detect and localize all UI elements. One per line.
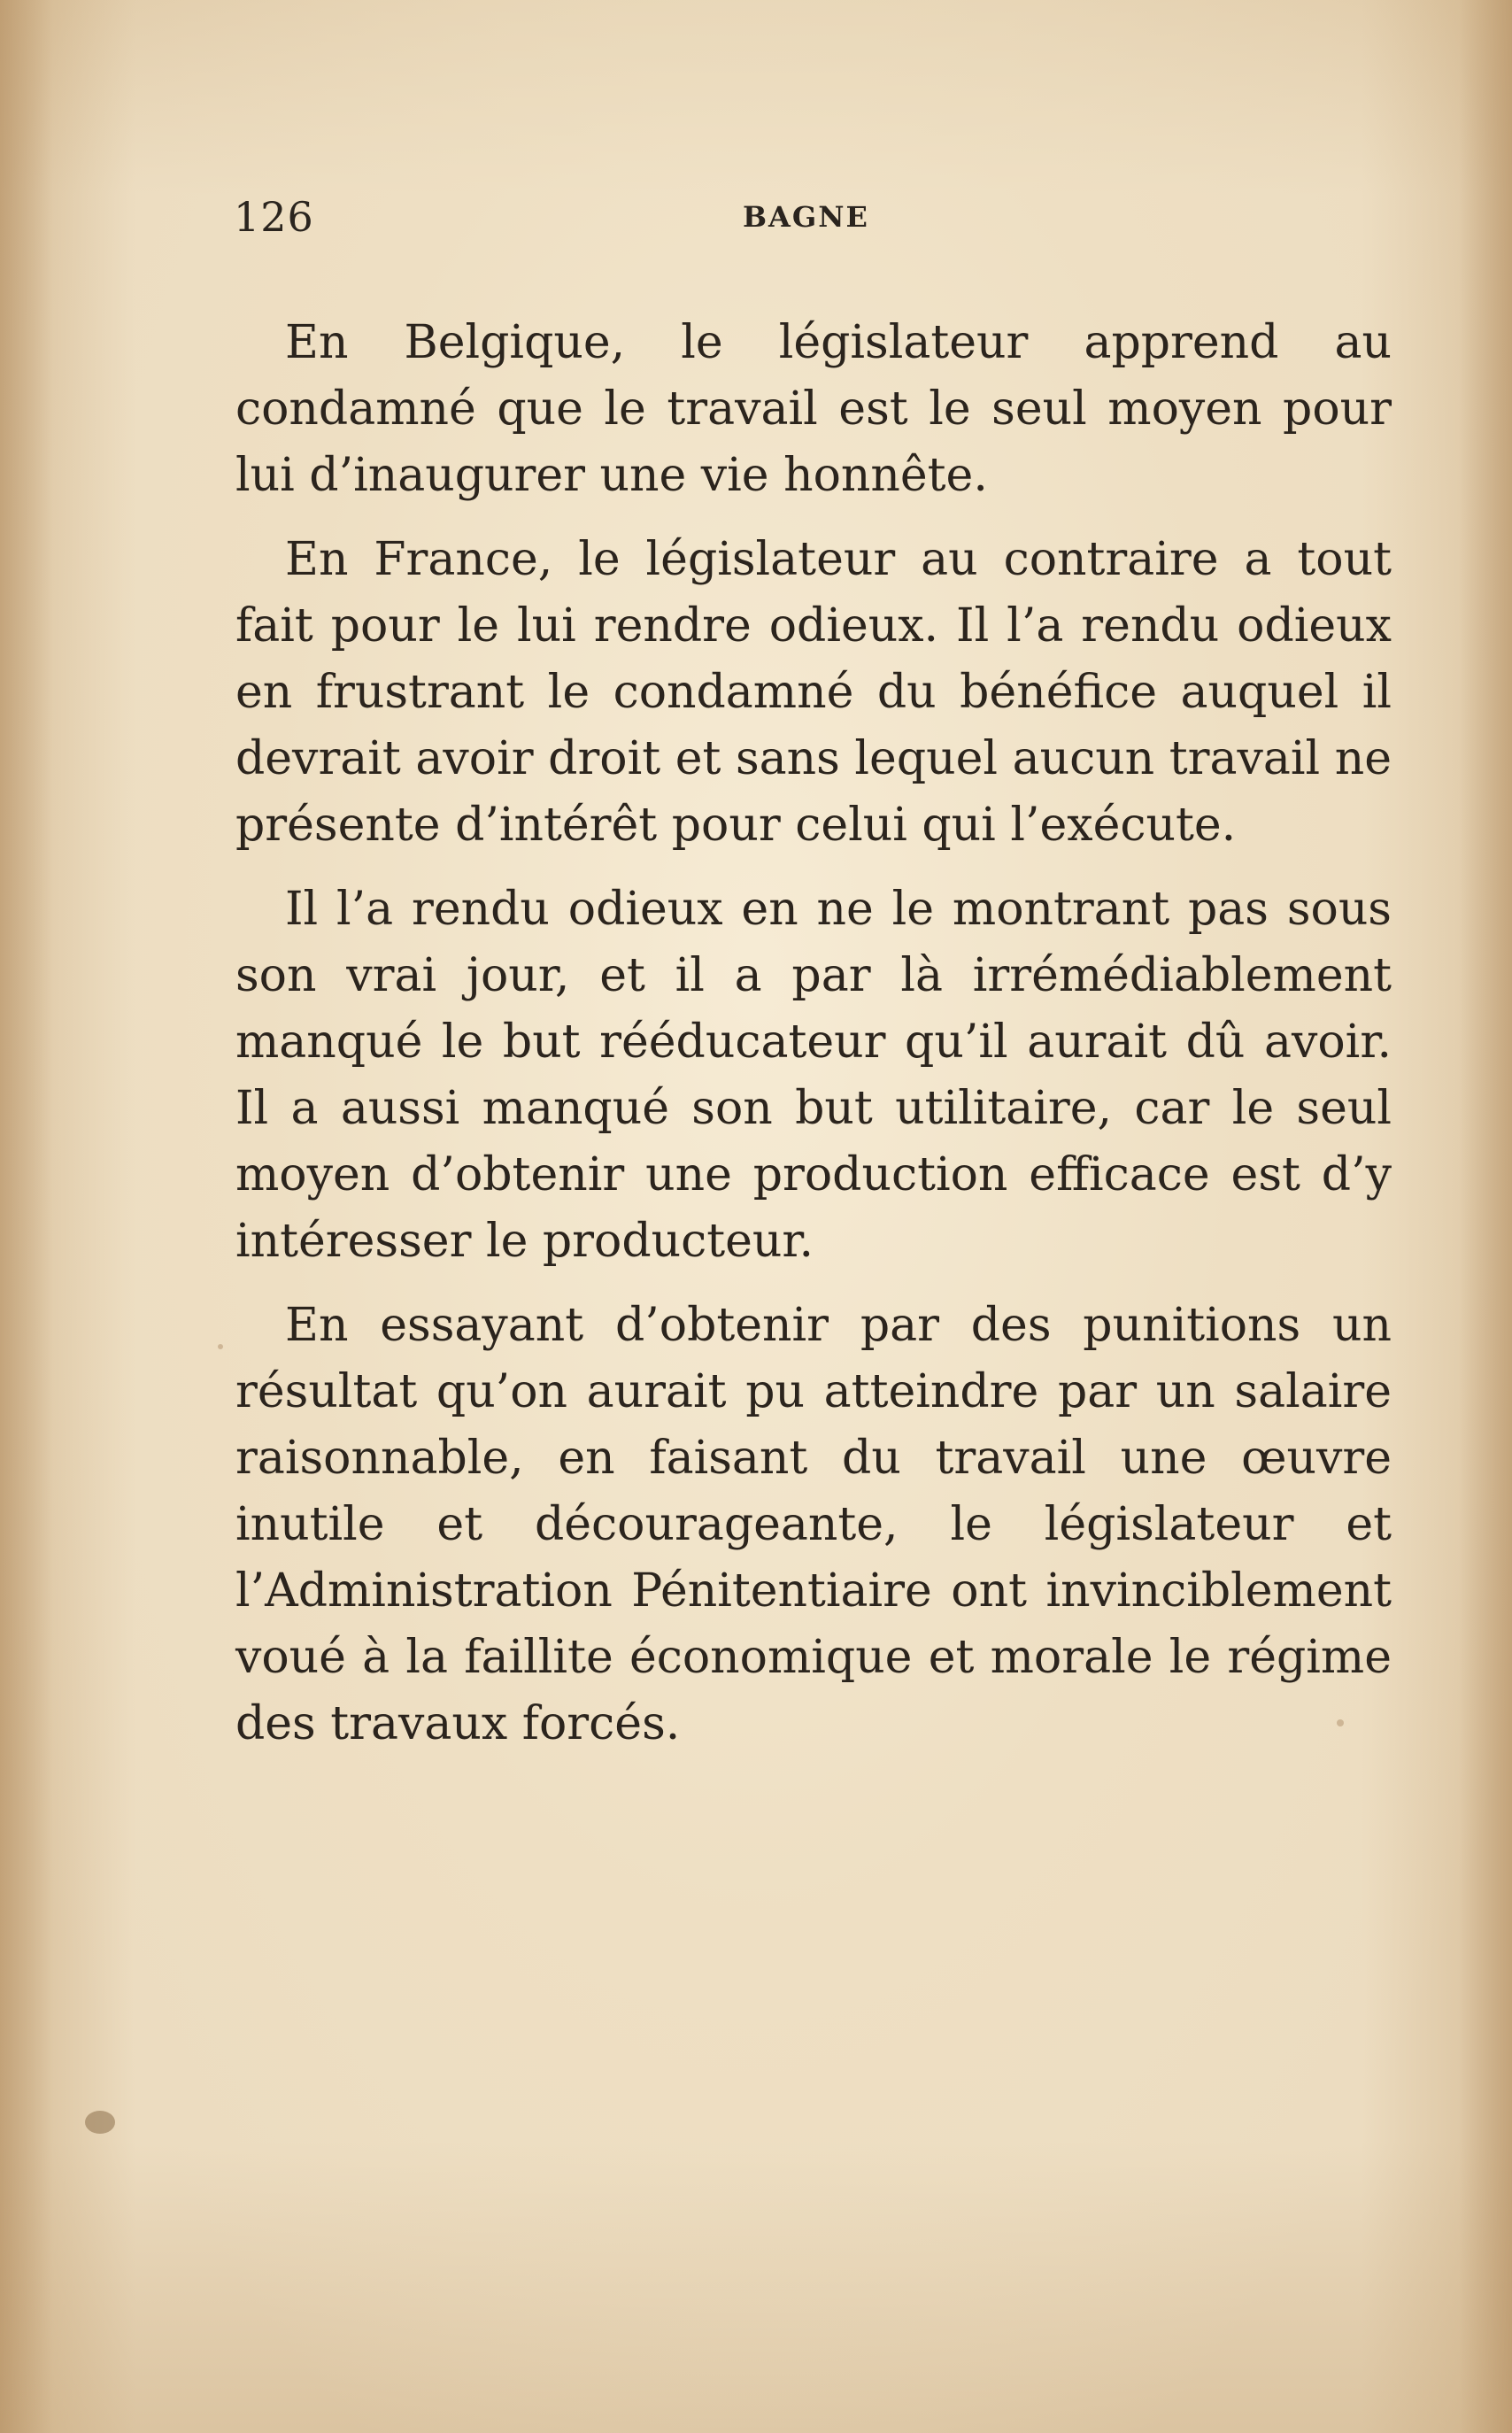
ink-blot: [85, 2111, 115, 2134]
paragraph-2: En France, le législateur au contraire a tout fait pour le lui rendre odieux. Il l’a rendu odieux en frustrant le condamné du bénéfice auquel il devrait avoir droit et sans lequel aucun travail ne présente d’intérêt pour celui qui l’exécute.: [235, 533, 1392, 852]
body-text: [235, 310, 1392, 1775]
running-head: [234, 186, 1393, 248]
paper-speck: [218, 1344, 223, 1349]
paragraph-3: Il l’a rendu odieux en ne le montrant pas sous son vrai jour, et il a par là irrémédiablement manqué le but rééducateur qu’il aurait dû avoir. Il a aussi manqué son but utilitaire, car le seul moyen d’obtenir une production efficace est d’y intéresser le producteur.: [235, 883, 1392, 1268]
paragraph-4: En essayant d’obtenir par des punitions un résultat qu’on aurait pu atteindre par un salaire raisonnable, en faisant du travail une œuvre inutile et décourageante, le législateur et l’Administration Pénitentiaire ont invinciblement voué à la faillite économique et morale le régime des travaux forcés.: [235, 1299, 1392, 1750]
page-number: 126: [234, 193, 314, 241]
paragraph-1: En Belgique, le législateur apprend au condamné que le travail est le seul moyen pour lui d’inaugurer une vie honnête.: [235, 316, 1392, 502]
right-edge-wear: [1459, 0, 1512, 2433]
left-edge-wear: [0, 0, 53, 2433]
paper-speck: [1337, 1719, 1344, 1726]
running-title: BAGNE: [743, 200, 869, 234]
